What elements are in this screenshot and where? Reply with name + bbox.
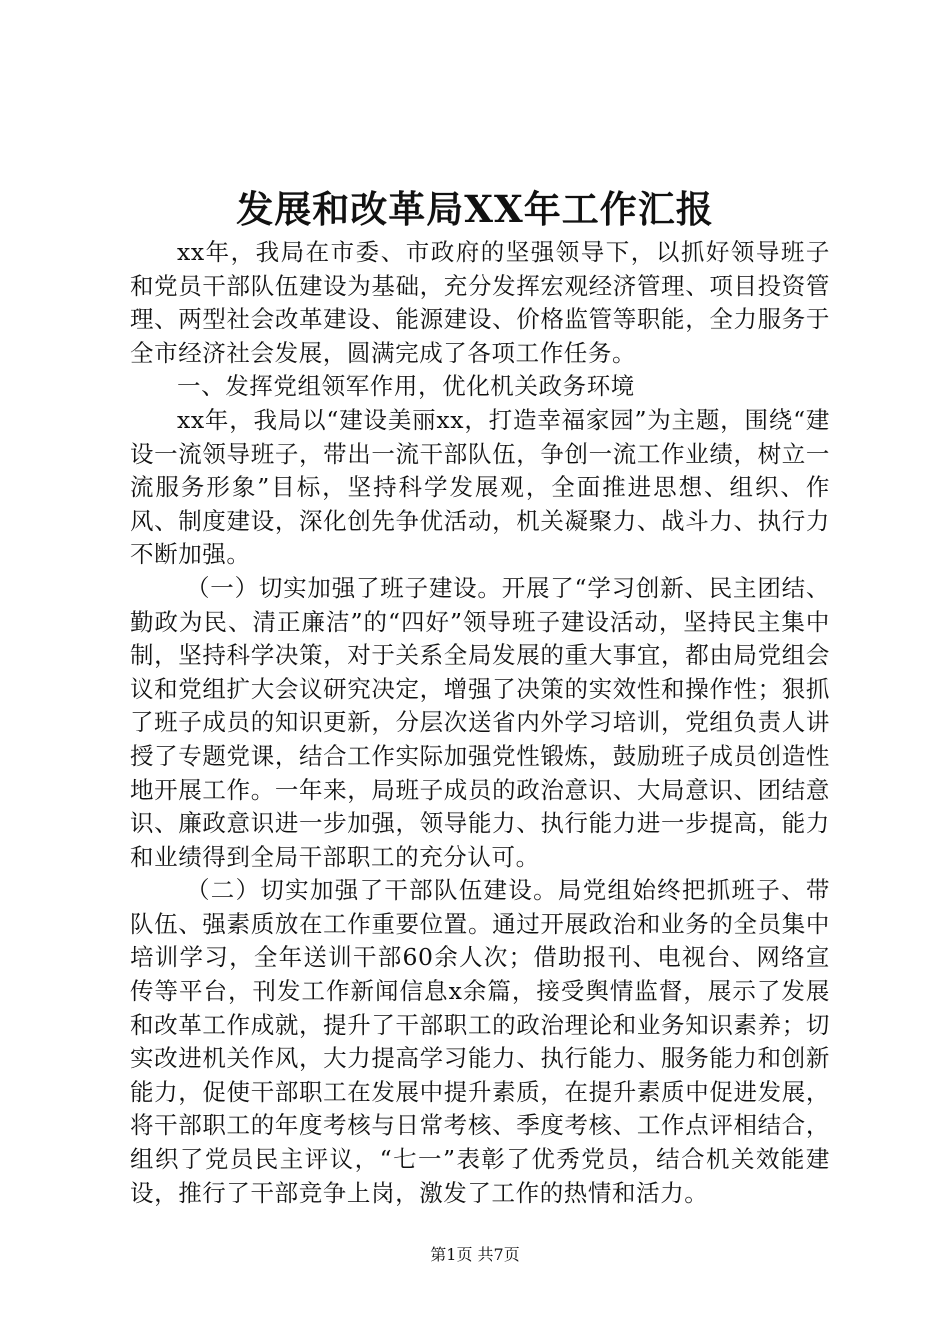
- page-footer: 第1页 共7页: [430, 1245, 520, 1264]
- document-body: [130, 236, 830, 1210]
- section-heading: 一、发挥党组领军作用，优化机关政务环境: [177, 372, 635, 401]
- section-paragraph: xx年，我局以“建设美丽xx，打造幸福家园”为主题，围绕“建设一流领导班子，带出一流干部队伍，争创一流工作业绩，树立一流服务形象”目标，坚持科学发展观，全面推进思想、组织、作风、制度建设，深化创先争优活动，机关凝聚力、战斗力、执行力不断加强。: [130, 405, 830, 569]
- intro-paragraph: xx年，我局在市委、市政府的坚强领导下，以抓好领导班子和党员干部队伍建设为基础，充分发挥宏观经济管理、项目投资管理、两型社会改革建设、能源建设、价格监管等职能，全力服务于全市经济社会发展，圆满完成了各项工作任务。: [130, 238, 830, 367]
- subsection-paragraph-2: （二）切实加强了干部队伍建设。局党组始终把抓班子、带队伍、强素质放在工作重要位置。通过开展政治和业务的全员集中培训学习，全年送训干部60余人次；借助报刊、电视台、网络宣传等平台，刊发工作新闻信息x余篇，接受舆情监督，展示了发展和改革工作成就，提升了干部职工的政治理论和业务知识素养；切实改进机关作风，大力提高学习能力、执行能力、服务能力和创新能力，促使干部职工在发展中提升素质，在提升素质中促进发展，将干部职工的年度考核与日常考核、季度考核、工作点评相结合，组织了党员民主评议，“七一”表彰了优秀党员，结合机关效能建设，推行了干部竞争上岗，激发了工作的热情和活力。: [130, 876, 830, 1207]
- document-title: 发展和改革局XX年工作汇报: [236, 187, 714, 231]
- subsection-paragraph-1: （一）切实加强了班子建设。开展了“学习创新、民主团结、勤政为民、清正廉洁”的“四好”领导班子建设活动，坚持民主集中制，坚持科学决策，对于关系全局发展的重大事宜，都由局党组会议和党组扩大会议研究决定，增强了决策的实效性和操作性；狠抓了班子成员的知识更新，分层次送省内外学习培训，党组负责人讲授了专题党课，结合工作实际加强党性锻炼，鼓励班子成员创造性地开展工作。一年来，局班子成员的政治意识、大局意识、团结意识、廉政意识进一步加强，领导能力、执行能力进一步提高，能力和业绩得到全局干部职工的充分认可。: [130, 573, 830, 871]
